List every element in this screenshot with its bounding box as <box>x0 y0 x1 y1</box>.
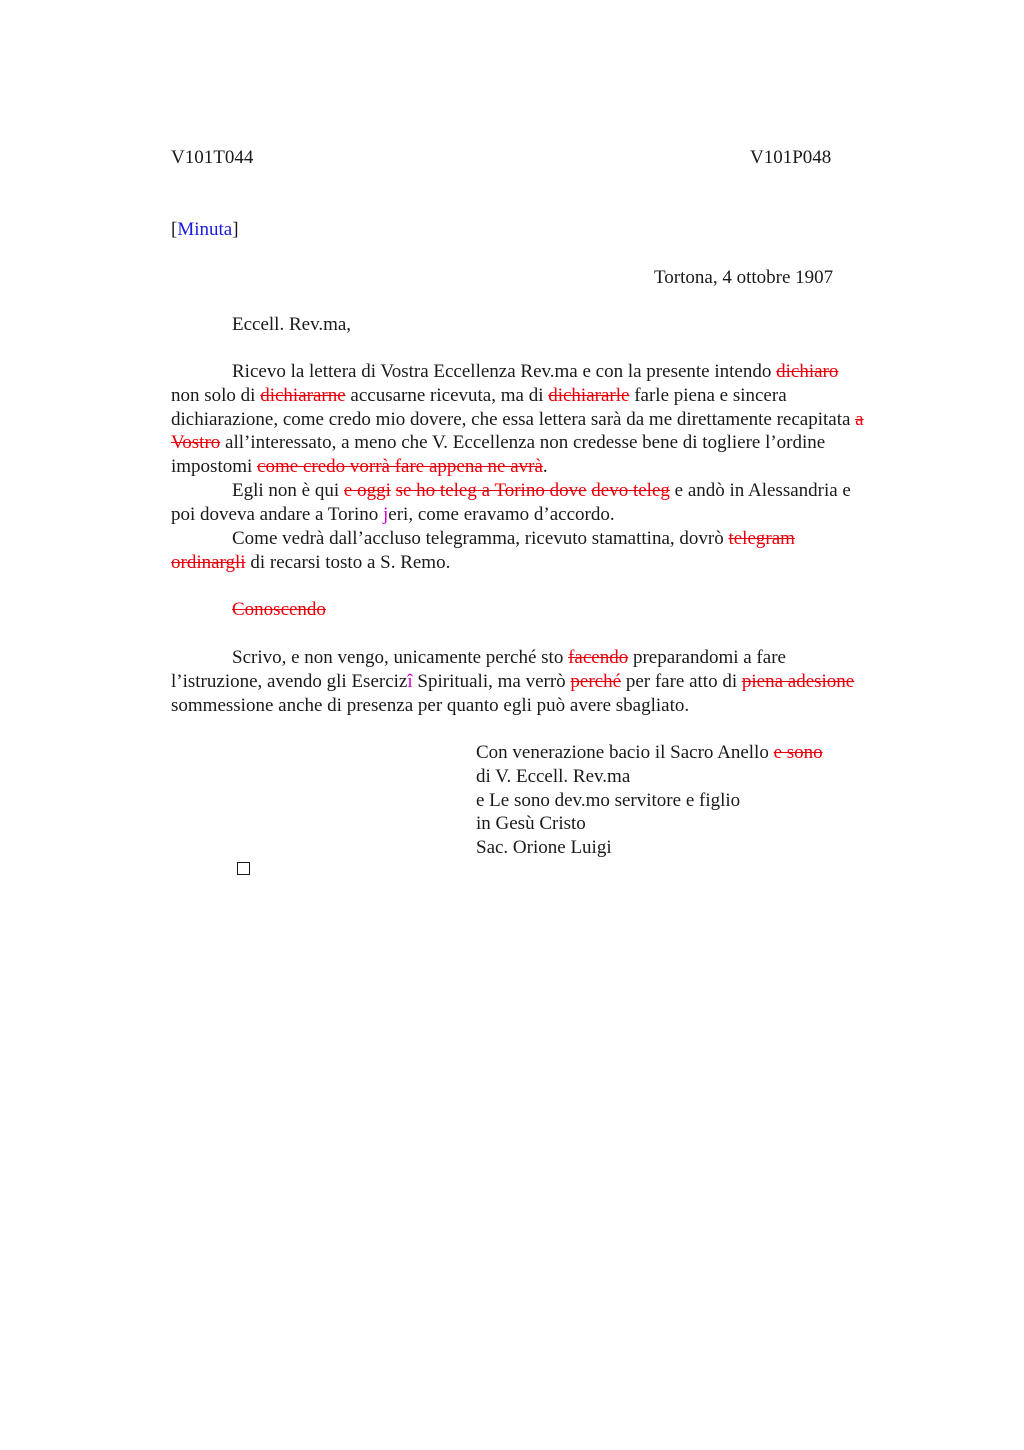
document-type-label: [Minuta] <box>171 219 239 240</box>
minuta-label: Minuta <box>177 219 233 240</box>
paragraph-1: Ricevo la lettera di Vostra Eccellenza Rev.ma e con la presente intendo dichiaro non solo di dichiararne accusarne ricevuta, ma di dichiararle farle piena e sincera dichiarazione, come credo mio dovere, che essa lettera sarà da me direttamente recapitata a Vostro all’interessato, a meno che V. Eccellenza non credesse bene di togliere l’ordine impostomi come credo vorrà fare appena ne avrà. <box>171 361 864 478</box>
inserted-letter: î <box>407 670 413 692</box>
salutation: Eccell. Rev.ma, <box>232 314 352 335</box>
signature: Sac. Orione Luigi <box>476 837 612 859</box>
struck-word: Conoscendo <box>232 599 326 620</box>
place-date: Tortona, 4 ottobre 1907 <box>654 267 834 288</box>
paragraph-4: Scrivo, e non vengo, unicamente perché sto facendo preparandomi a fare l’istruzione, avendo gli Esercizî Spirituali, ma verrò perché per fare atto di piena adesione sommessione anche di presenza per quanto egli può avere sbagliato. <box>171 647 855 716</box>
document-code-left: V101T044 <box>171 147 254 168</box>
checkbox-square-icon <box>237 862 250 875</box>
paragraph-2: Egli non è qui e oggi se ho teleg a Torino dove devo teleg e andò in Alessandria e poi doveva andare a Torino jeri, come eravamo d’accordo. <box>171 480 851 525</box>
closing-block: Con venerazione bacio il Sacro Anello e sono di V. Eccell. Rev.ma e Le sono dev.mo servitore e figlio in Gesù Cristo Sac. Orione Luigi <box>476 742 823 859</box>
paragraph-3: Come vedrà dall’accluso telegramma, ricevuto stamattina, dovrò telegram ordinargli di recarsi tosto a S. Remo. <box>171 528 795 573</box>
document-code-right: V101P048 <box>750 147 832 168</box>
